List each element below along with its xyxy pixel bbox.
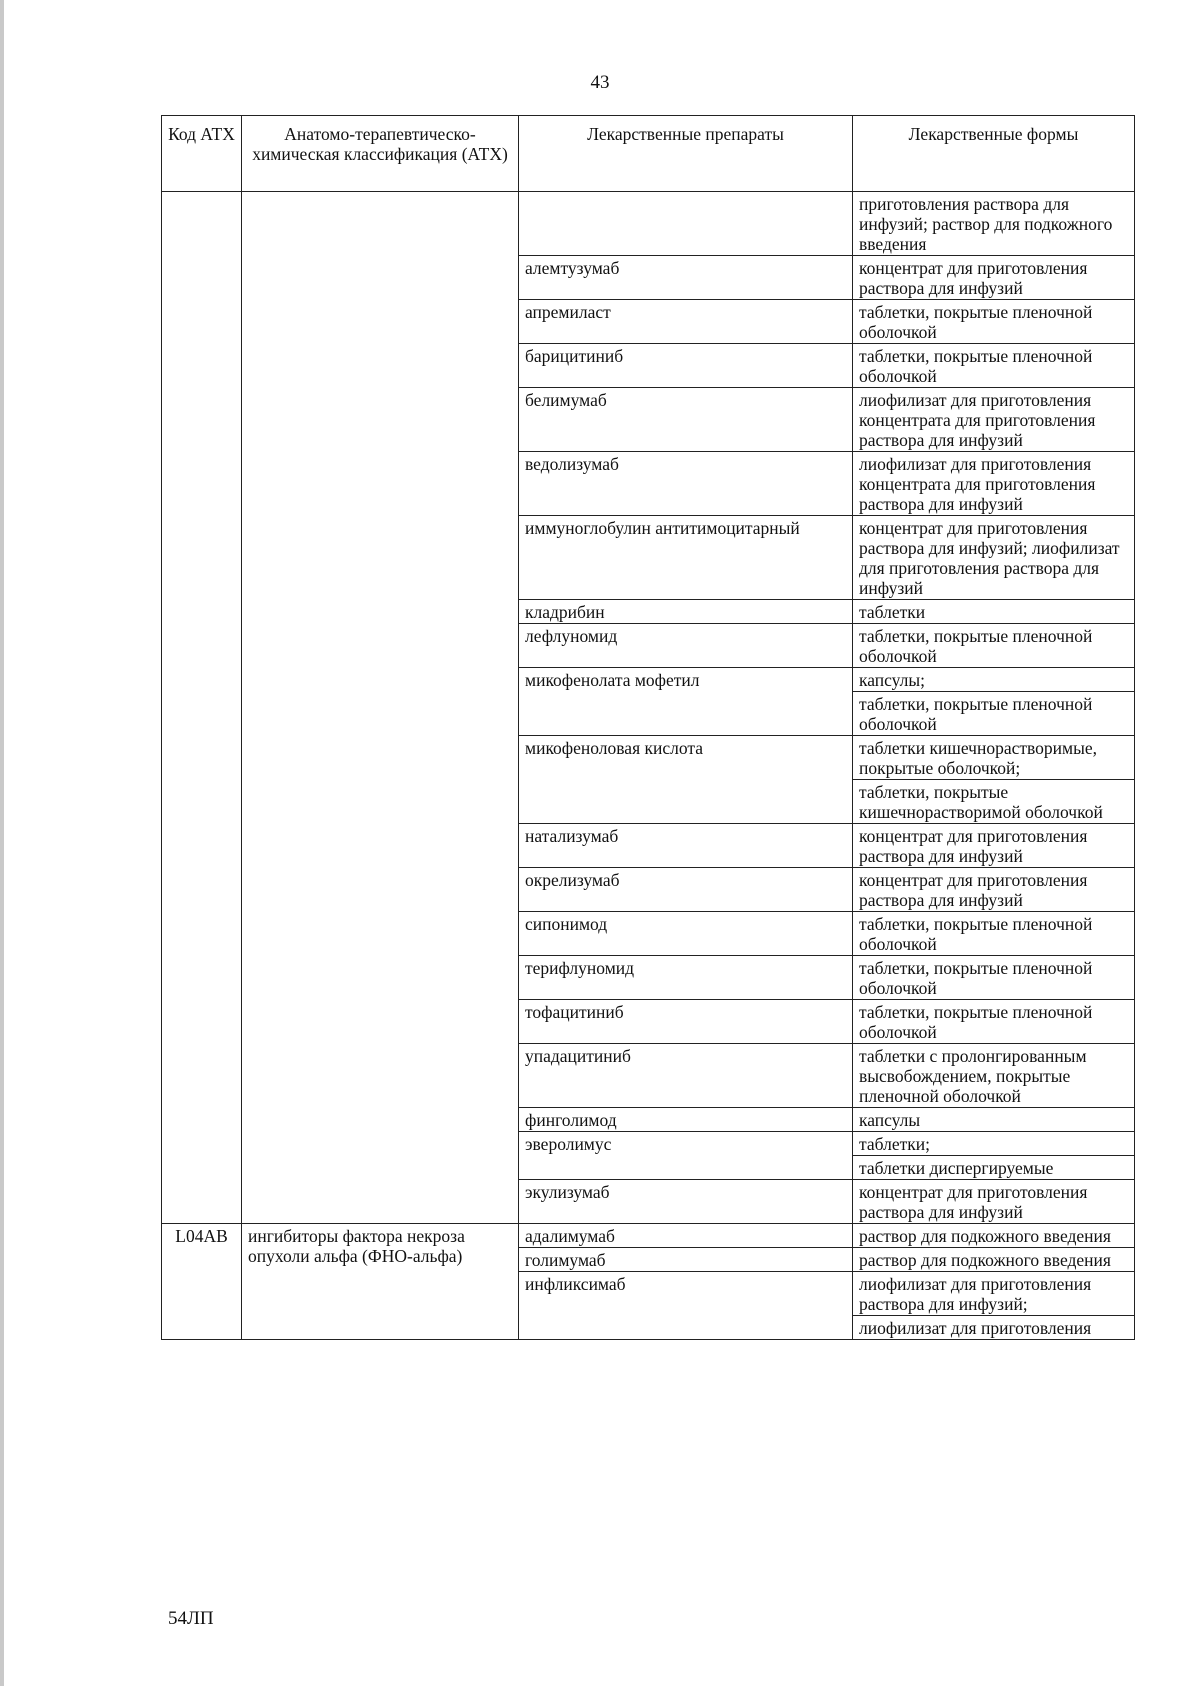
drug-name: ведолизумаб [519, 452, 853, 516]
drug-form: раствор для подкожного введения [853, 1248, 1135, 1272]
footer-code: 54ЛП [168, 1608, 214, 1629]
header-drugs: Лекарственные препараты [519, 116, 853, 192]
drug-form: капсулы [853, 1108, 1135, 1132]
drug-form: таблетки, покрытые кишечнорастворимой оболочкой [853, 780, 1135, 824]
drug-name: белимумаб [519, 388, 853, 452]
drug-name: иммуноглобулин антитимоцитарный [519, 516, 853, 600]
drug-form: концентрат для приготовления раствора для инфузий; лиофилизат для приготовления раствора для инфузий [853, 516, 1135, 600]
header-code: Код АТХ [162, 116, 242, 192]
drug-form: таблетки, покрытые пленочной оболочкой [853, 344, 1135, 388]
atc-code: L04AB [162, 1224, 242, 1340]
drug-form: таблетки, покрытые пленочной оболочкой [853, 300, 1135, 344]
drug-name: микофенолата мофетил [519, 668, 853, 736]
drug-name: адалимумаб [519, 1224, 853, 1248]
drug-name: апремиласт [519, 300, 853, 344]
header-forms: Лекарственные формы [853, 116, 1135, 192]
drug-form: раствор для подкожного введения [853, 1224, 1135, 1248]
drug-form: таблетки диспергируемые [853, 1156, 1135, 1180]
drug-form: таблетки с пролонгированным высвобождением, покрытые пленочной оболочкой [853, 1044, 1135, 1108]
drug-name: сипонимод [519, 912, 853, 956]
drug-name: голимумаб [519, 1248, 853, 1272]
header-row [162, 116, 1135, 192]
drug-form: таблетки; [853, 1132, 1135, 1156]
drug-name: финголимод [519, 1108, 853, 1132]
drug-form: концентрат для приготовления раствора для инфузий [853, 1180, 1135, 1224]
drug-form: лиофилизат для приготовления концентрата для приготовления раствора для инфузий [853, 388, 1135, 452]
drug-form: лиофилизат для приготовления раствора для инфузий; [853, 1272, 1135, 1316]
drug-name: упадацитиниб [519, 1044, 853, 1108]
drug-name: эверолимус [519, 1132, 853, 1180]
drug-form: таблетки, покрытые пленочной оболочкой [853, 956, 1135, 1000]
drug-name: окрелизумаб [519, 868, 853, 912]
drug-name: алемтузумаб [519, 256, 853, 300]
drug-form: приготовления раствора для инфузий; раствор для подкожного введения [853, 192, 1135, 256]
drug-form: таблетки [853, 600, 1135, 624]
header-classification: Анатомо-терапевтическо-химическая классификация (АТХ) [242, 116, 519, 192]
drug-form: таблетки, покрытые пленочной оболочкой [853, 692, 1135, 736]
drug-form: концентрат для приготовления раствора для инфузий [853, 824, 1135, 868]
drug-name: барицитиниб [519, 344, 853, 388]
drug-name: инфликсимаб [519, 1272, 853, 1340]
atc-code [162, 192, 242, 1224]
drug-form: таблетки, покрытые пленочной оболочкой [853, 624, 1135, 668]
drug-form: концентрат для приготовления раствора для инфузий [853, 256, 1135, 300]
drug-form: лиофилизат для приготовления [853, 1316, 1135, 1340]
drug-form: таблетки кишечнорастворимые, покрытые оболочкой; [853, 736, 1135, 780]
atc-classification: ингибиторы фактора некроза опухоли альфа (ФНО-альфа) [242, 1224, 519, 1340]
drug-name: микофеноловая кислота [519, 736, 853, 824]
table-row [162, 192, 1135, 256]
drug-form: капсулы; [853, 668, 1135, 692]
drug-name: кладрибин [519, 600, 853, 624]
page-number: 43 [590, 72, 610, 93]
table-row [162, 1224, 1135, 1248]
drug-form: лиофилизат для приготовления концентрата для приготовления раствора для инфузий [853, 452, 1135, 516]
drug-name: тофацитиниб [519, 1000, 853, 1044]
drug-table [161, 115, 1135, 1340]
drug-form: таблетки, покрытые пленочной оболочкой [853, 1000, 1135, 1044]
drug-form: таблетки, покрытые пленочной оболочкой [853, 912, 1135, 956]
drug-name: экулизумаб [519, 1180, 853, 1224]
scan-edge [0, 0, 4, 1686]
drug-name: терифлуномид [519, 956, 853, 1000]
atc-classification [242, 192, 519, 1224]
drug-name [519, 192, 853, 256]
drug-form: концентрат для приготовления раствора для инфузий [853, 868, 1135, 912]
drug-name: лефлуномид [519, 624, 853, 668]
drug-name: натализумаб [519, 824, 853, 868]
